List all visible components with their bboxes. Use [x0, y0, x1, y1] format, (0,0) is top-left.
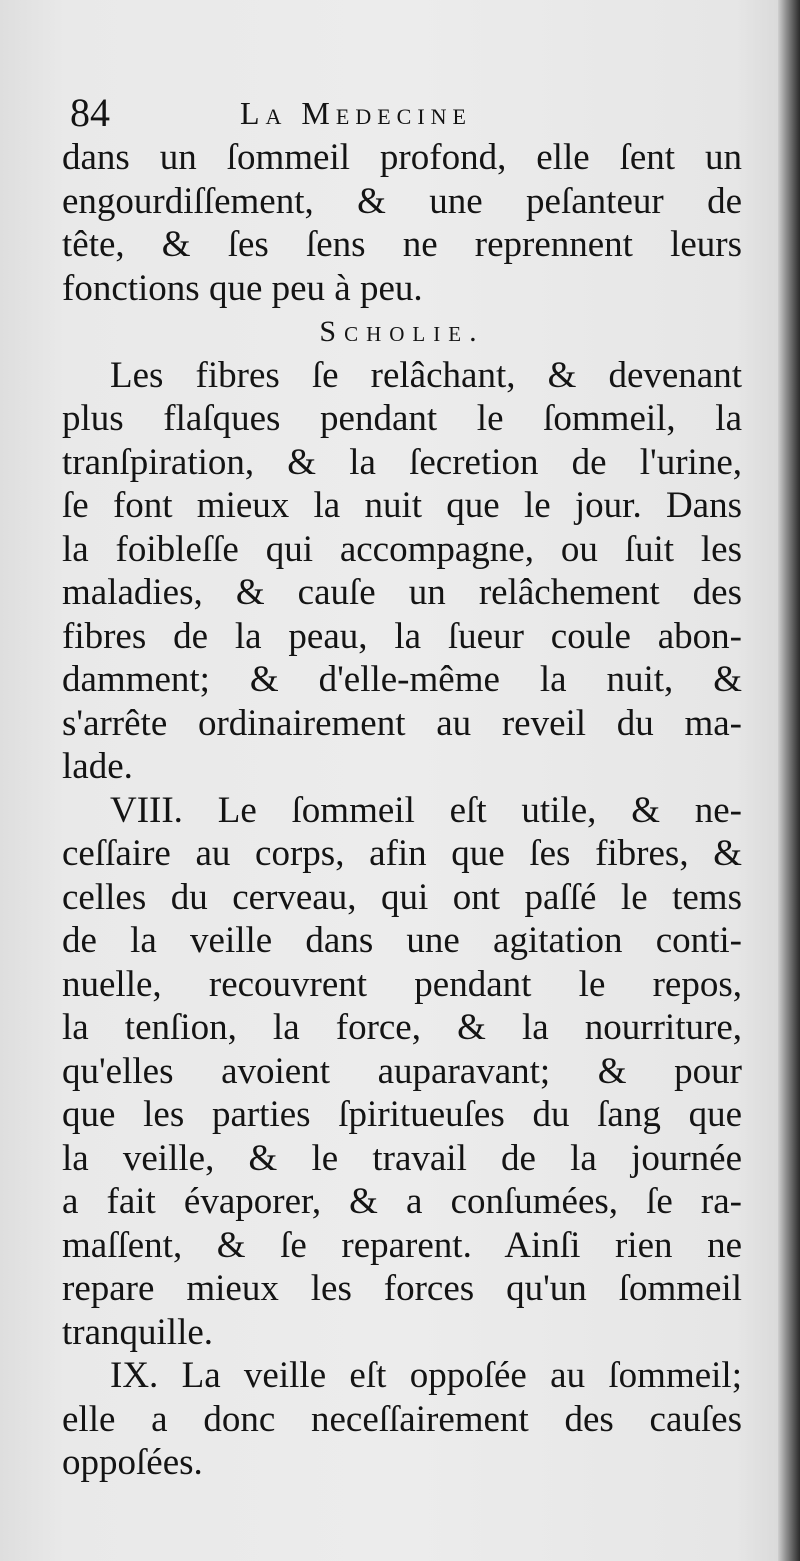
text-line: celles du cerveau, qui ont paſſé le tems [62, 876, 742, 918]
text-line: ceſſaire au corps, afin que ſes fibres, & [62, 833, 742, 874]
text-line: tranquille. [62, 1311, 214, 1353]
paragraph-viii-start: VIII. Le ſommeil eſt utile, & ne- [110, 789, 742, 831]
text-line: ſe font mieux la nuit que le jour. Dans [62, 485, 742, 526]
body-text [62, 136, 742, 1485]
text-line: de la veille dans une agitation conti- [62, 920, 742, 961]
text-line: a fait évaporer, & a conſumées, ſe ra- [62, 1181, 742, 1222]
page-number: 84 [70, 90, 110, 135]
text-line: fibres de la peau, la ſueur coule abon- [62, 615, 742, 657]
text-line: tête, & ſes ſens ne reprennent leurs [62, 224, 742, 265]
text-line: que les parties ſpiritueuſes du ſang que [62, 1094, 742, 1135]
text-line: la foibleſſe qui accompagne, ou ſuit les [62, 528, 742, 570]
text-line: engourdiſſement, & une peſanteur de [62, 180, 742, 222]
text-line: fonctions que peu à peu. [62, 267, 423, 309]
running-title: La Medecine [240, 95, 472, 131]
text-line: la tenſion, la force, & la nourriture, [62, 1007, 742, 1048]
page-header [70, 88, 670, 138]
text-line: oppoſées. [62, 1442, 203, 1483]
text-line: maſſent, & ſe reparent. Ainſi rien ne [62, 1224, 742, 1266]
text-line: elle a donc neceſſairement des cauſes [62, 1398, 742, 1440]
section-heading-scholie: Scholie. [319, 315, 485, 348]
text-line: qu'elles avoient auparavant; & pour [62, 1050, 742, 1092]
text-line: s'arrête ordinairement au reveil du ma- [62, 702, 742, 744]
text-line: la veille, & le travail de la journée [62, 1137, 742, 1179]
text-line: lade. [62, 746, 133, 787]
text-line: maladies, & cauſe un relâchement des [62, 572, 742, 613]
text-line: dans un ſommeil profond, elle ſent un [62, 137, 742, 178]
paragraph-ix-start: IX. La veille eſt oppoſée au ſommeil; [110, 1355, 742, 1396]
text-line: repare mieux les forces qu'un ſommeil [62, 1268, 742, 1309]
text-line: tranſpiration, & la ſecretion de l'urine, [62, 441, 742, 483]
text-line: plus flaſques pendant le ſommeil, la [62, 398, 742, 439]
text-line: Les fibres ſe relâchant, & devenant [110, 354, 742, 396]
page-edge-shadow [778, 0, 800, 1561]
text-line: nuelle, recouvrent pendant le repos, [62, 963, 742, 1005]
text-line: damment; & d'elle-même la nuit, & [62, 659, 742, 700]
